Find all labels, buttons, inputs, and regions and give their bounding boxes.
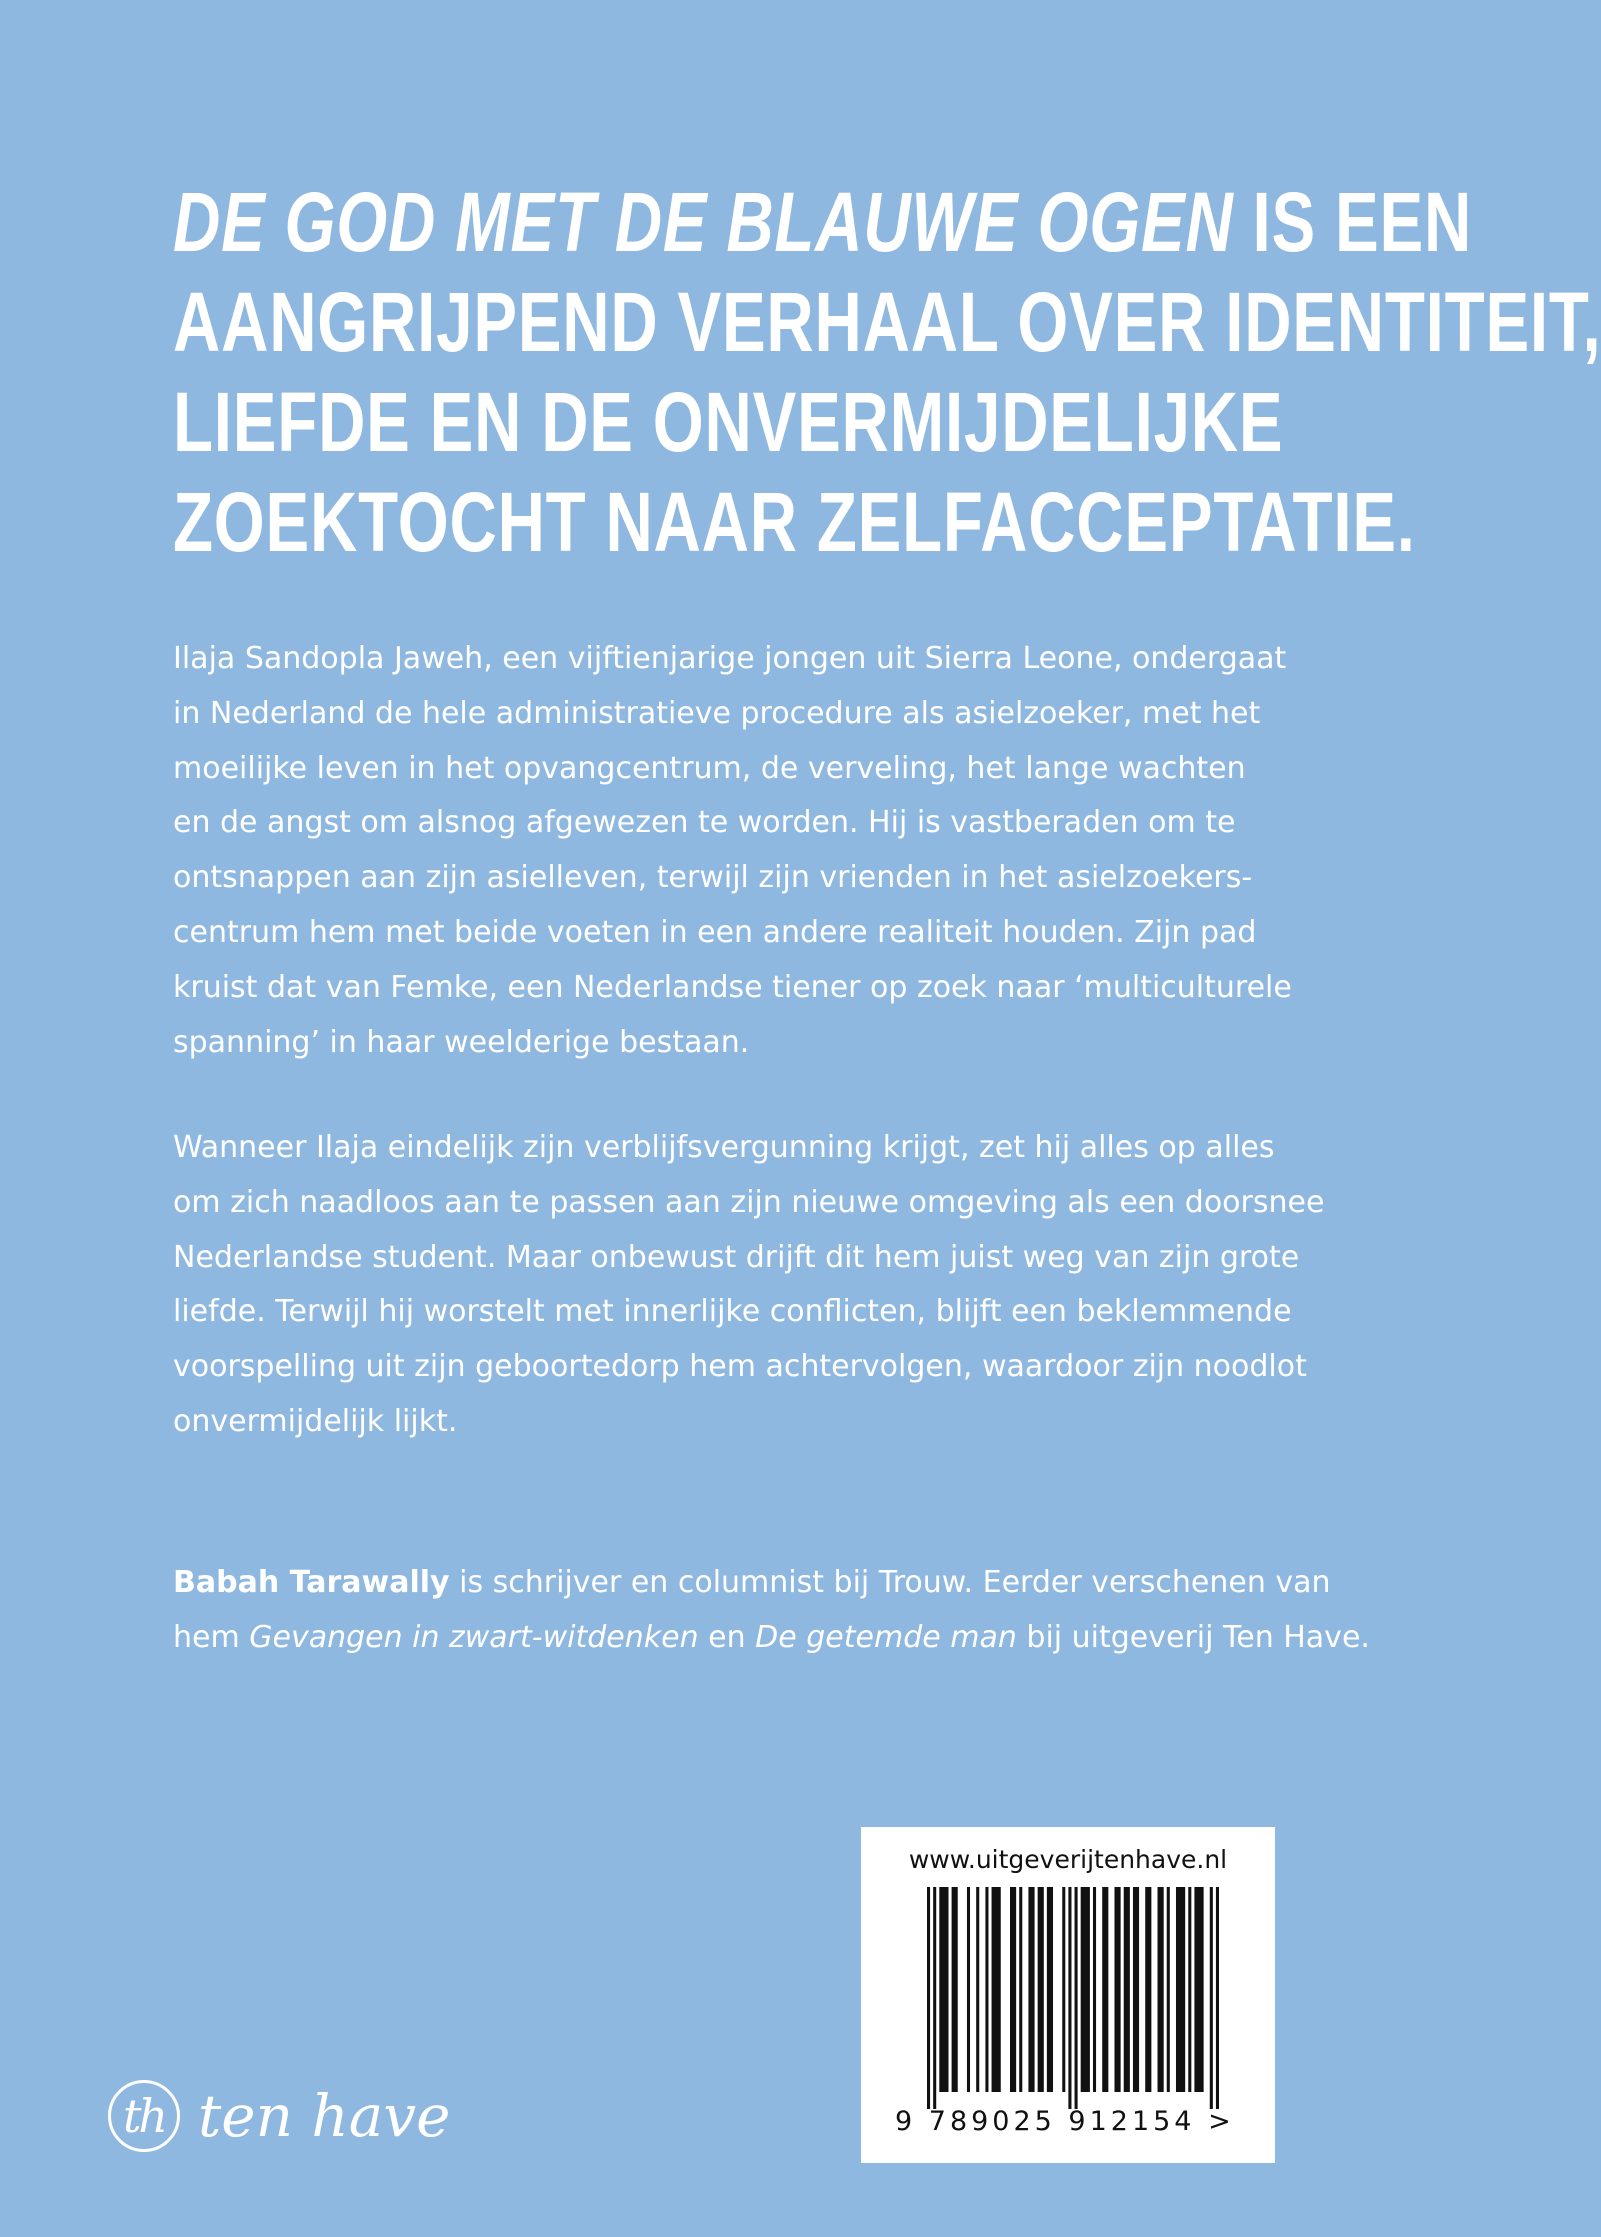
barcode-bar xyxy=(967,1887,970,2092)
publisher-url: www.uitgeverijtenhave.nl xyxy=(908,1845,1228,1874)
barcode-bar xyxy=(1075,1887,1078,2109)
headline-line-4: ZOEKTOCHT NAAR ZELFACCEPTATIE. xyxy=(173,475,1416,569)
headline-line-1 xyxy=(173,172,1473,272)
text-line: in Nederland de hele administratieve procedure als asielzoeker, met het xyxy=(173,695,1261,731)
author-bio-text: bij uitgeverij Ten Have. xyxy=(1016,1619,1370,1655)
author-bio-text: hem xyxy=(173,1619,250,1655)
barcode-box xyxy=(861,1827,1275,2163)
text-line: ontsnappen aan zijn asielleven, terwijl zijn vrienden in het asielzoekers- xyxy=(173,860,1253,896)
barcode-bar xyxy=(933,1887,936,2109)
barcode-bar xyxy=(1176,1887,1185,2092)
author-bio-line-2 xyxy=(173,1611,1370,1666)
barcode-bar xyxy=(992,1887,1001,2092)
barcode-bar xyxy=(952,1887,958,2092)
synopsis-paragraph-2 xyxy=(173,1121,1325,1450)
barcode-bar xyxy=(1158,1887,1164,2092)
barcode-bar xyxy=(985,1887,988,2092)
barcode-bar xyxy=(1038,1887,1044,2092)
barcode-bar xyxy=(1102,1887,1108,2092)
text-line: spanning’ in haar weelderige bestaan. xyxy=(173,1024,750,1060)
barcode-bar xyxy=(1028,1887,1034,2092)
barcode-bar xyxy=(1010,1887,1016,2092)
author-bio xyxy=(173,1556,1370,1666)
barcode-bar xyxy=(1068,1887,1071,2109)
barcode-bar xyxy=(1216,1887,1219,2109)
text-line: Ilaja Sandopla Jaweh, een vijftienjarige jongen uit Sierra Leone, ondergaat xyxy=(173,641,1287,676)
barcode-bar xyxy=(939,1887,948,2092)
text-line: Wanneer Ilaja eindelijk zijn verblijfsvergunning krijgt, zet hij alles op alles xyxy=(173,1130,1275,1165)
book-title: DE GOD MET DE BLAUWE OGEN xyxy=(173,175,1234,269)
barcode-bar xyxy=(1062,1887,1065,2092)
barcode-bar xyxy=(1093,1887,1096,2092)
author-bio-text: en xyxy=(698,1619,756,1655)
book-title-2: De getemde man xyxy=(755,1619,1017,1655)
barcode-bar xyxy=(927,1887,930,2109)
text-line: voorspelling uit zijn geboortedorp hem achtervolgen, waardoor zijn noodlot xyxy=(173,1349,1307,1385)
barcode-icon xyxy=(927,1887,1219,2109)
author-name: Babah Tarawally xyxy=(173,1565,450,1600)
author-bio-line-1 xyxy=(173,1556,1331,1611)
author-bio-text: is schrijver en columnist bij Trouw. Eerder verschenen van xyxy=(449,1565,1331,1600)
barcode-bar xyxy=(1047,1887,1053,2092)
barcode-bar xyxy=(1194,1887,1203,2092)
text-line: Nederlandse student. Maar onbewust drijft dit hem juist weg van zijn grote xyxy=(173,1239,1300,1275)
text-line: centrum hem met beide voeten in een andere realiteit houden. Zijn pad xyxy=(173,914,1257,950)
publisher-logo-mark: th xyxy=(108,2080,180,2152)
barcode-bar xyxy=(976,1887,979,2092)
barcode-bar xyxy=(1081,1887,1090,2092)
barcode-bar xyxy=(1188,1887,1191,2092)
publisher-logo xyxy=(108,2071,450,2161)
book-title-1: Gevangen in zwart-witdenken xyxy=(249,1619,699,1655)
barcode-bar xyxy=(1114,1887,1120,2092)
barcode-bar xyxy=(1210,1887,1213,2109)
text-line: moeilijke leven in het opvangcentrum, de verveling, het lange wachten xyxy=(173,750,1246,786)
isbn-number: 9 789025 912154 > xyxy=(895,2106,1235,2137)
text-line: en de angst om alsnog afgewezen te worden. Hij is vastberaden om te xyxy=(173,805,1236,841)
publisher-logo-text: ten have xyxy=(198,2082,451,2150)
barcode-bar xyxy=(1167,1887,1170,2092)
barcode-bar xyxy=(1133,1887,1139,2092)
text-line: liefde. Terwijl hij worstelt met innerlijke conflicten, blijft een beklemmende xyxy=(173,1294,1292,1330)
headline-line-3: LIEFDE EN DE ONVERMIJDELIJKE xyxy=(173,375,1284,469)
headline xyxy=(173,172,1601,572)
barcode-bar xyxy=(1145,1887,1151,2092)
headline-line-2: AANGRIJPEND VERHAAL OVER IDENTITEIT, xyxy=(173,275,1601,369)
barcode-bar xyxy=(1124,1887,1130,2092)
text-line: om zich naadloos aan te passen aan zijn nieuwe omgeving als een doorsnee xyxy=(173,1184,1325,1220)
barcode-bar xyxy=(1019,1887,1022,2092)
text-line: onvermijdelijk lijkt. xyxy=(173,1403,458,1439)
synopsis-paragraph-1 xyxy=(173,632,1292,1070)
text-line: kruist dat van Femke, een Nederlandse tiener op zoek naar ‘multiculturele xyxy=(173,969,1292,1005)
headline-line-1-rest: IS EEN xyxy=(1233,175,1473,269)
